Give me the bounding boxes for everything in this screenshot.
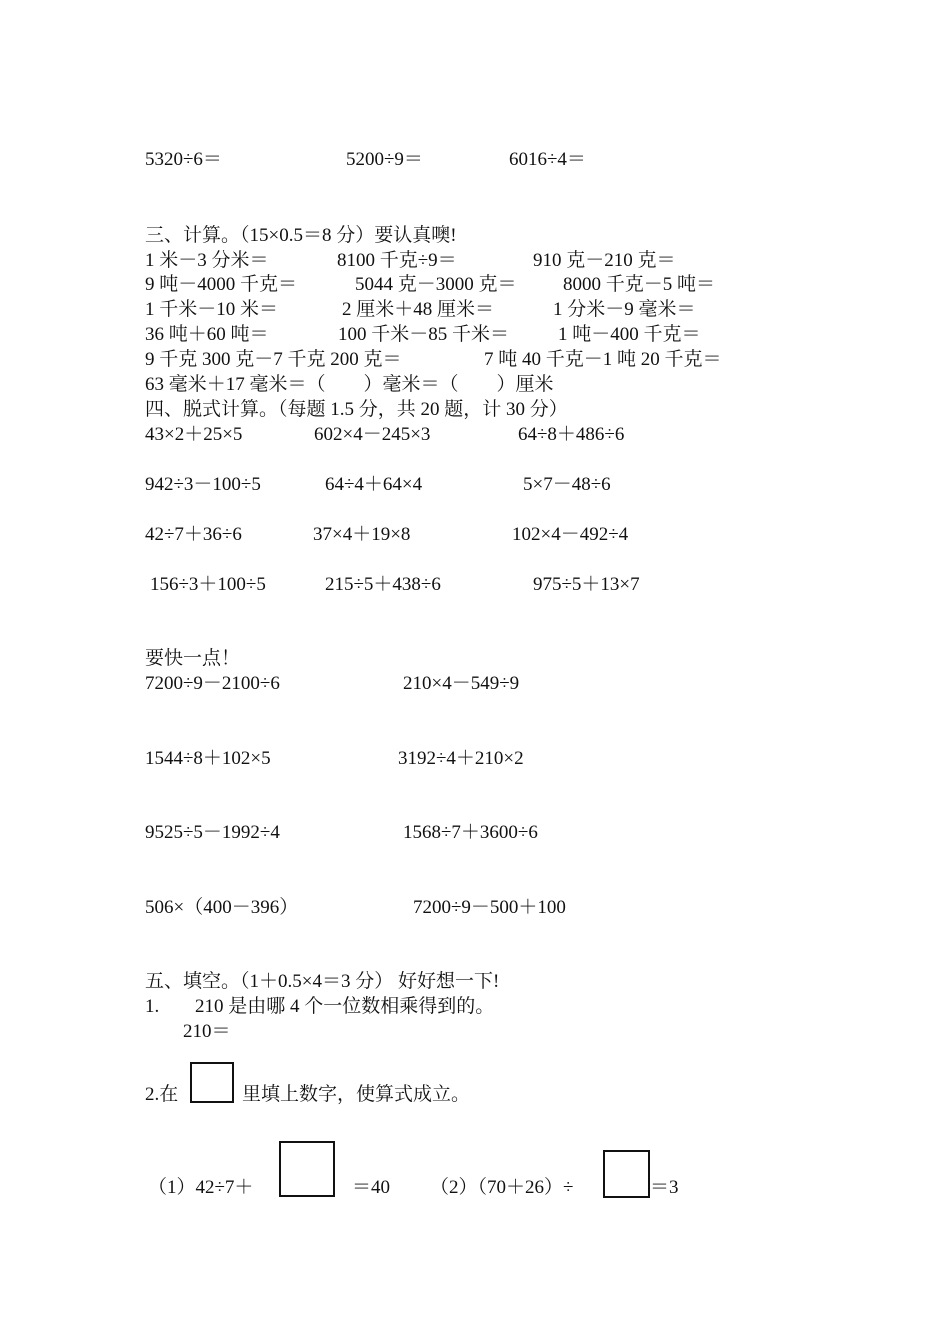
problem-text: 9 吨－4000 千克＝	[145, 274, 298, 295]
question-text: 里填上数字，使算式成立。	[242, 1084, 471, 1105]
equation-text: （2）（70＋26）÷	[430, 1177, 574, 1198]
problem-text: 8000 千克－5 吨＝	[563, 274, 716, 295]
section5-heading: 五、填空。（1＋0.5×4＝3 分） 好好想一下!	[145, 971, 500, 992]
problem-text: 1 米－3 分米＝	[145, 250, 269, 271]
problem-text: 9 千克 300 克－7 千克 200 克＝	[145, 349, 402, 370]
problem-text: 210×4－549÷9	[403, 673, 520, 694]
problem-text: 1568÷7＋3600÷6	[403, 822, 538, 843]
problem-text: 975÷5＋13×7	[533, 574, 640, 595]
question-text: 210 是由哪 4 个一位数相乘得到的。	[195, 996, 495, 1017]
problem-text: 102×4－492÷4	[512, 524, 629, 545]
problem-text: 942÷3－100÷5	[145, 474, 261, 495]
problem-text: 506×（400－396）	[145, 897, 299, 918]
problem-text: 37×4＋19×8	[313, 524, 411, 545]
problem-text: 7 吨 40 千克－1 吨 20 千克＝	[484, 349, 722, 370]
sample-box	[190, 1062, 234, 1103]
problem-text: 215÷5＋438÷6	[325, 574, 441, 595]
problem-text: 64÷4＋64×4	[325, 474, 423, 495]
problem-text: 5044 克－3000 克＝	[355, 274, 517, 295]
problem-text: 910 克－210 克＝	[533, 250, 676, 271]
problem-text: 602×4－245×3	[314, 424, 431, 445]
problem-text: 5200÷9＝	[346, 149, 423, 170]
problem-text: 6016÷4＝	[509, 149, 586, 170]
equation-text: （1）42÷7＋	[148, 1177, 254, 1198]
problem-text: 156÷3＋100÷5	[150, 574, 266, 595]
problem-text: 2 厘米＋48 厘米＝	[342, 299, 495, 320]
problem-text: 7200÷9－2100÷6	[145, 673, 280, 694]
section4-heading: 四、脱式计算。（每题 1.5 分，共 20 题，计 30 分）	[145, 399, 568, 420]
problem-text: 64÷8＋486÷6	[518, 424, 625, 445]
problem-text: 1 分米－9 毫米＝	[553, 299, 696, 320]
question-number: 1.	[145, 996, 160, 1017]
problem-text: 42÷7＋36÷6	[145, 524, 242, 545]
problem-text: 7200÷9－500＋100	[413, 897, 566, 918]
equation-text: ＝40	[352, 1177, 391, 1198]
equation-text: ＝3	[650, 1177, 679, 1198]
problem-text: 5320÷6＝	[145, 149, 222, 170]
problem-text: 100 千米－85 千米＝	[338, 324, 510, 345]
problem-text: 43×2＋25×5	[145, 424, 243, 445]
fast-heading: 要快一点！	[145, 648, 241, 669]
problem-text: 63 毫米＋17 毫米＝（ ）毫米＝（ ）厘米	[145, 374, 554, 395]
question-text: 2.在	[145, 1084, 179, 1105]
answer-box[interactable]	[279, 1141, 335, 1197]
problem-text: 5×7－48÷6	[523, 474, 611, 495]
problem-text: 3192÷4＋210×2	[398, 748, 524, 769]
problem-text: 36 吨＋60 吨＝	[145, 324, 269, 345]
problem-text: 1 吨－400 千克＝	[558, 324, 701, 345]
problem-text: 8100 千克÷9＝	[337, 250, 457, 271]
answer-box[interactable]	[603, 1150, 650, 1198]
answer-prefix: 210＝	[183, 1021, 231, 1042]
section3-heading: 三、计算。（15×0.5＝8 分）要认真噢!	[145, 225, 457, 246]
problem-text: 9525÷5－1992÷4	[145, 822, 280, 843]
problem-text: 1 千米－10 米＝	[145, 299, 279, 320]
problem-text: 1544÷8＋102×5	[145, 748, 271, 769]
